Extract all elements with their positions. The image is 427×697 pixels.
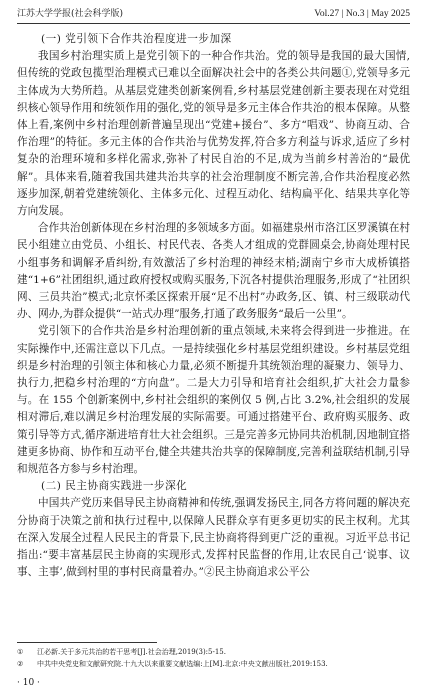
header-divider [17, 23, 410, 24]
paragraph: 合作共治创新体现在乡村治理的多领域多方面。如福建泉州市洛江区罗溪镇在村民小组建立由党员、小组长、村民代表、各类人才组成的党群圆桌会,协商处理村民小组事务和调解矛盾纠纷,有效激活了乡村治理的神经末梢;湖南宁乡市大成桥镇搭建“1+6”社团组织,通过政府授权或购买服务,下沉各村提供治理服务,形成了“社团织网、三员共治”模式;北京怀柔区探索开展“足不出村”办政务,区、镇、村三级联动代办、网办,为群众提供“一站式办理”服务,打通了政务服务“最后一公里”。 [17, 222, 410, 321]
footnote-text: 中共中央党史和文献研究院.十九大以来重要文献选编:上[M].北京:中央文献出版社,2019:153. [37, 660, 328, 668]
journal-title: 江苏大学学报(社会科学版) [17, 9, 124, 19]
footnote-mark: ① [17, 648, 24, 656]
paragraph: 我国乡村治理实质上是党引领下的一种合作共治。党的领导是我国的最大国情,但传统的党政包揽型治理模式已难以全面解决社会中的各类公共问题①,党领导多元主体成为大势所趋。从基层党建类创新案例看,乡村基层党建创新主要表现在对党组织核心领导作用和统领作用的强化,党的领导是多元主体合作共治的根本保障。从整体上看,案例中乡村治理创新普遍呈现出“党建+援台”、多方“唱戏”、协商互动、合作治理”的特征。多元主体的合作共治与优势发挥,符合多方利益与诉求,适应了乡村复杂的治理环境和多样化需求,弥补了村民自治的不足,成为当前乡村善治的“最优解”。具体来看,随着我国共建共治共享的社会治理制度不断完善,合作共治程度必然逐步加深,朝着党建统领化、主体多元化、过程互动化、结构扁平化、结果共享化等方向发展。 [17, 50, 410, 218]
article-body [17, 31, 410, 582]
section-heading-1: (一) 党引领下合作共治程度进一步加深 [41, 33, 232, 45]
footnote-divider [17, 642, 157, 643]
footnote-text: 江必新.关于多元共治的若干思考[J].社会治理,2019(3):5-15. [37, 648, 226, 656]
footnote [17, 658, 410, 670]
footnote-mark: ② [17, 660, 24, 668]
paragraph: 中国共产党历来倡导民主协商精神和传统,强调发扬民主,同各方将问题的解决充分协商于决策之前和执行过程中,以保障人民群众享有更多更切实的民主权利。尤其在深入发展全过程人民民主的背景下,民主协商将得到更广泛的重视。习近平总书记指出:“要丰富基层民主协商的实现形式,发挥村民监督的作用,让农民自己‘说事、议事、主事’,做到村里的事村民商量着办。”②民主协商追求公平公 [17, 497, 410, 579]
footnote [17, 646, 410, 658]
issue-info: Vol.27 | No.3 | May 2025 [314, 9, 410, 19]
footnotes [17, 646, 410, 670]
paragraph: 党引领下的合作共治是乡村治理创新的重点领域,未来将会得到进一步推进。在实际操作中,还需注意以下几点。一是持续强化乡村基层党组织建设。乡村基层党组织是乡村治理的引领主体和核心力量,必须不断提升其统领治理的凝聚力、领导力、执行力,把稳乡村治理的“方向盘”。二是大力引导和培育社会组织,扩大社会力量参与。在 155 个创新案例中,乡村社会组织的案例仅 5 例,占比 3.2%,社会组织的发展相对滞后,难以满足乡村治理发展的实际需要。可通过搭建平台、政府购买服务、政策引导等方式,循序渐进培育壮大社会组织。三是完善多元协同共治机制,因地制宜搭建更多协商、协作和互动平台,健全共建共治共享的保障制度,完善利益联结机制,引导和规范各方参与乡村治理。 [17, 325, 410, 476]
page-number: · 10 · [17, 678, 40, 688]
section-heading-2: (二) 民主协商实践进一步深化 [41, 480, 188, 493]
running-header [17, 7, 410, 21]
